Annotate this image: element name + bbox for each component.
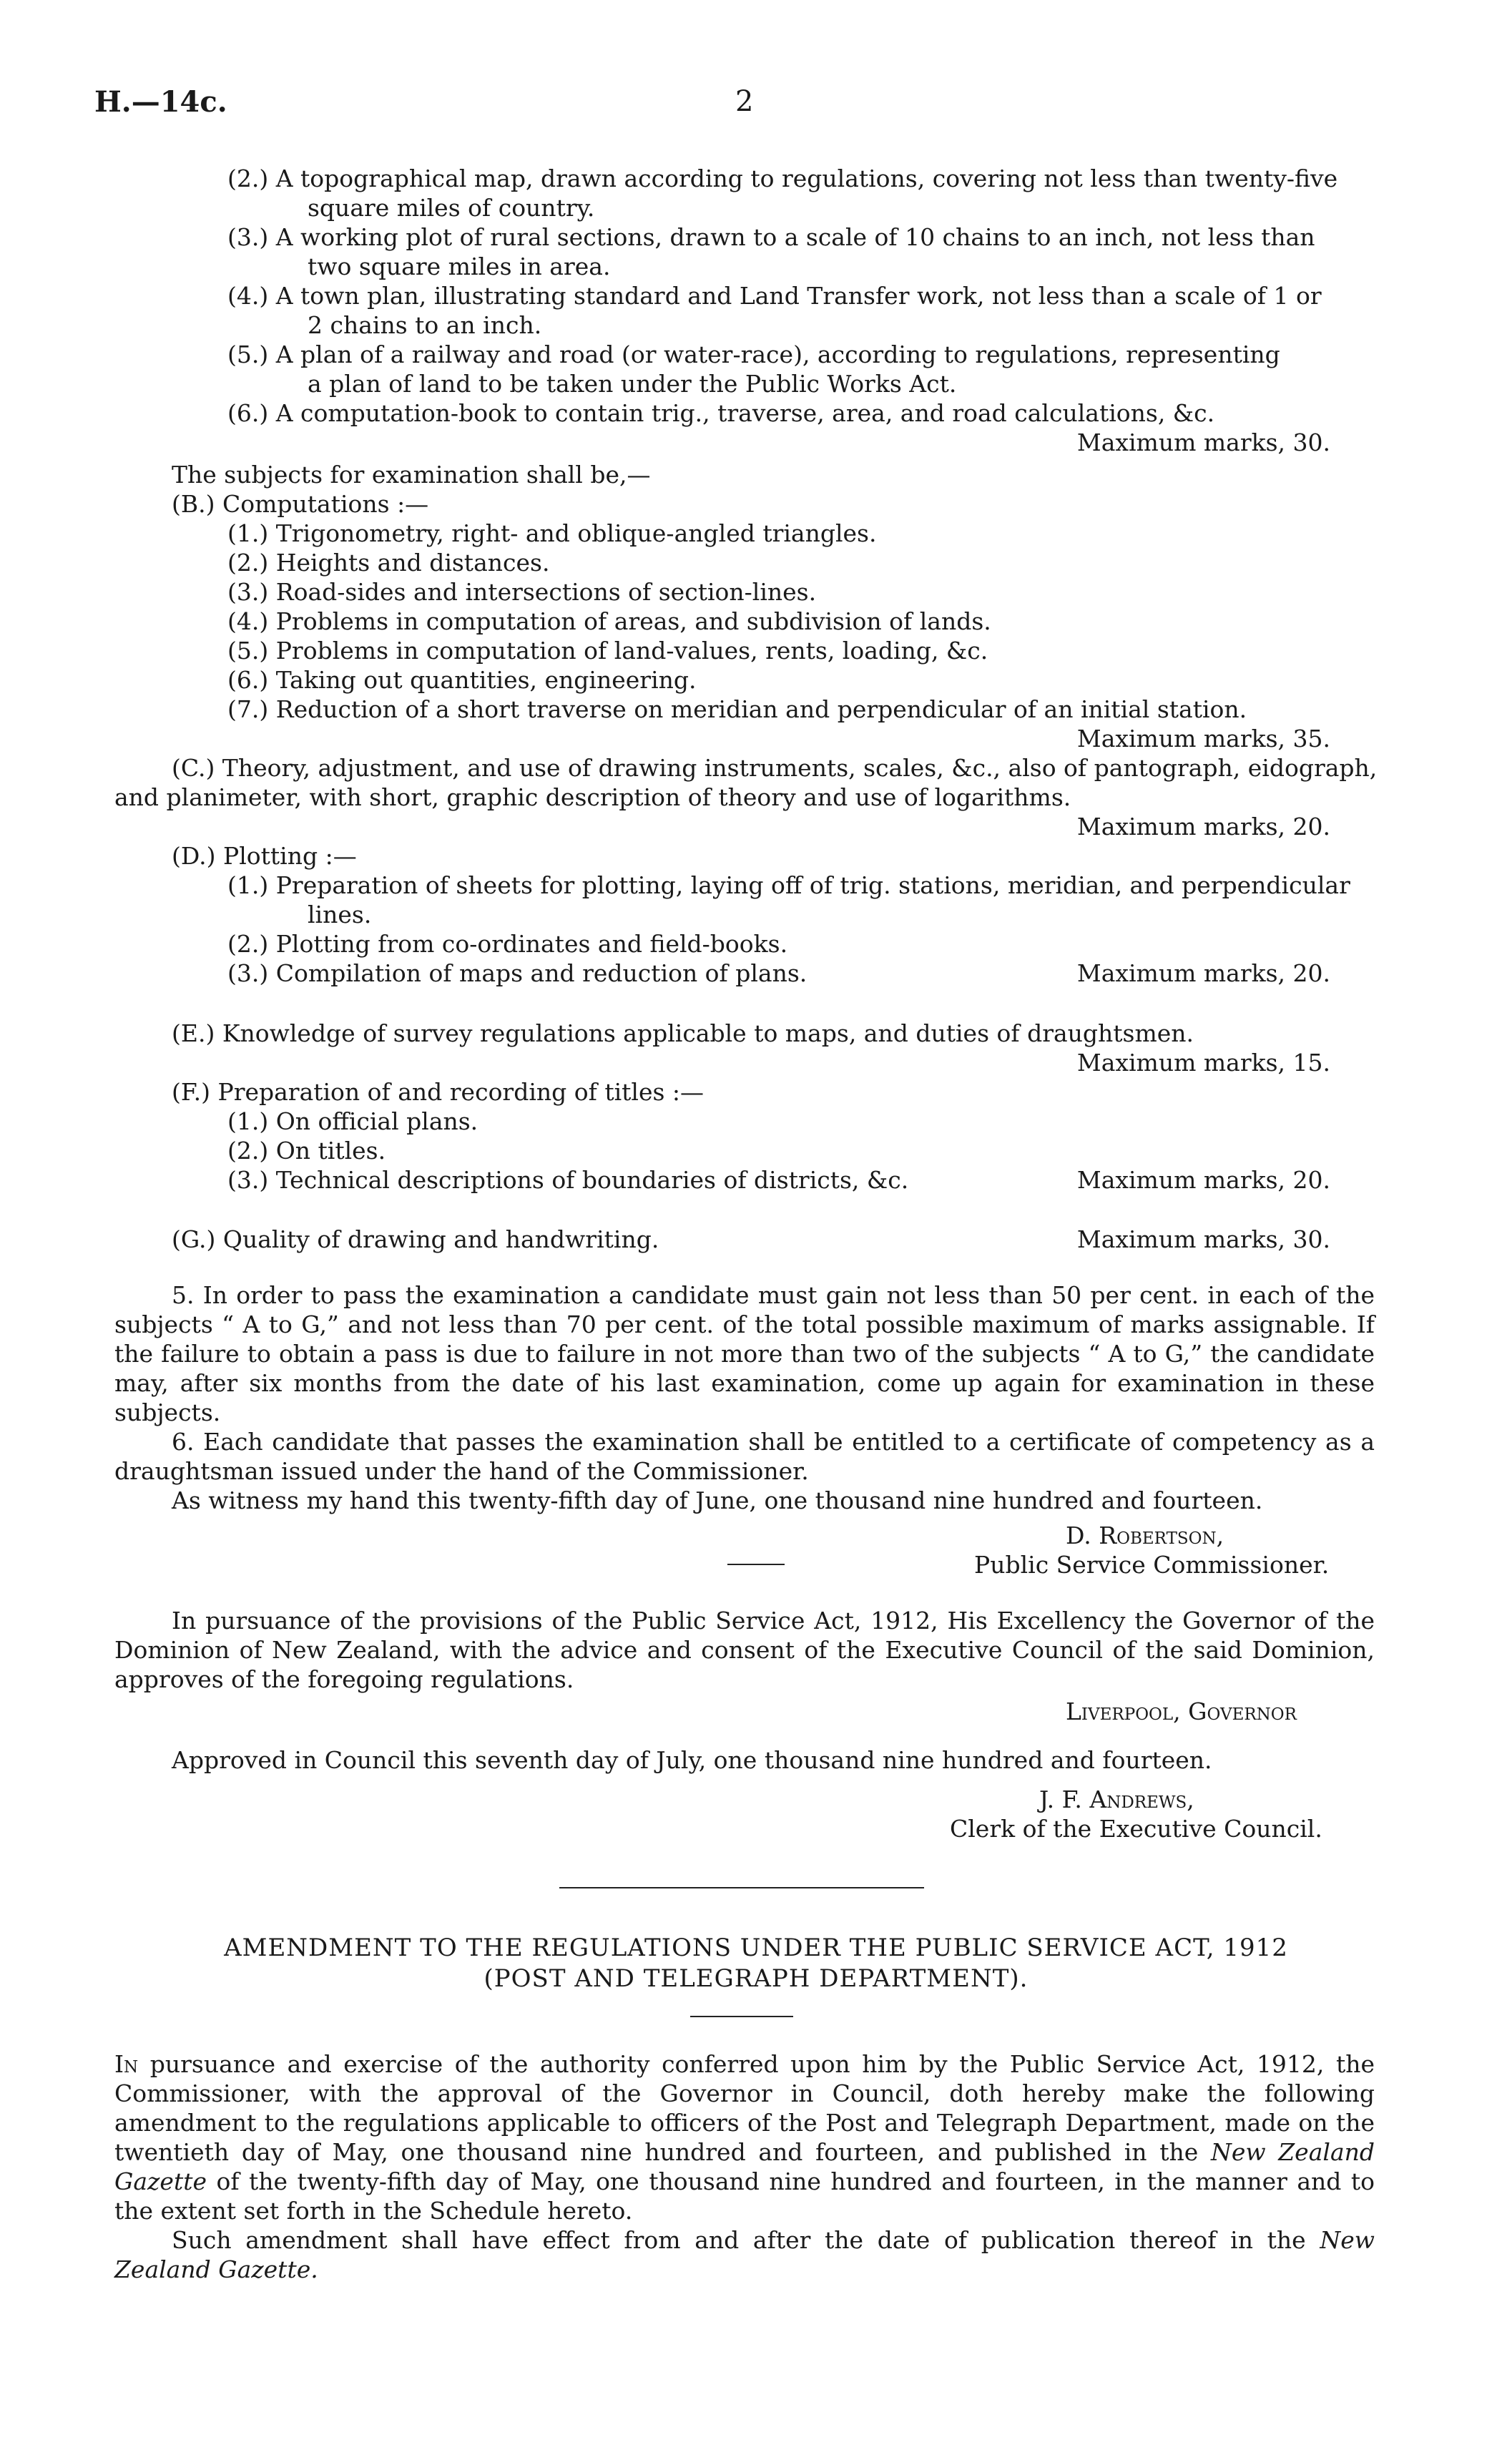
clause-5-text: 5. In order to pass the examination a candidate must gain not less than 50 per cent. in each of the subjects “ A to G,” and not less than 70 per cent. of the total possible maximum of marks assignable. If the failure to obtain a pass is due to failure in not more than two of the subjects “ A to G,” the candidate may, after six months from the date of his last examination, come up again for examination in these subjects.	[114, 1281, 1375, 1426]
subjects-intro: The subjects for examination shall be,—	[172, 461, 651, 489]
list-item: (3.) Compilation of maps and reduction of plans.	[227, 959, 807, 987]
doc-reference: H.—14c.	[94, 85, 227, 119]
clause-6-text: 6. Each candidate that passes the examination shall be entitled to a certificate of competency as a draughtsman issued under the hand of the Commissioner.	[114, 1428, 1375, 1485]
list-item-continuation: two square miles in area.	[308, 253, 611, 280]
section-text-continuation: and planimeter, with short, graphic description of theory and use of logarithms.	[114, 783, 1071, 811]
list-item: (1.) Trigonometry, right- and oblique-angled triangles.	[227, 519, 877, 547]
section-text: (G.) Quality of drawing and handwriting.	[172, 1225, 659, 1253]
section-heading: (D.) Plotting :—	[172, 842, 357, 870]
witness-line: As witness my hand this twenty-fifth day of June, one thousand nine hundred and fourteen.	[172, 1486, 1263, 1514]
governor-signature: Liverpool, Governor	[1066, 1697, 1297, 1725]
effect-text: Such amendment shall have effect from and after the date of publication thereof in the	[172, 2226, 1320, 2254]
gazette-reference: New Zealand Gazette.	[114, 2226, 1375, 2283]
max-marks: Maximum marks, 20.	[1076, 959, 1330, 987]
section-heading: (B.) Computations :—	[172, 490, 429, 518]
list-item: (2.) Plotting from co-ordinates and field-books.	[227, 930, 788, 958]
list-item: (2.) A topographical map, drawn according to regulations, covering not less than twenty-five	[227, 165, 1338, 192]
list-item-continuation: 2 chains to an inch.	[308, 311, 542, 339]
amendment-text-1: pursuance and exercise of the authority conferred upon him by the Public Service Act, 1912, the Commissioner, with the approval of the Governor in Council, doth hereby make the following amendment to the regulations applicable to officers of the Post and Telegraph Department, made on the twentieth day of May, one thousand nine hundred and fourteen, and published in the	[114, 2050, 1375, 2166]
list-item-continuation: a plan of land to be taken under the Public Works Act.	[308, 370, 957, 398]
amendment-title-line1: AMENDMENT TO THE REGULATIONS UNDER THE PUBLIC SERVICE ACT, 1912	[224, 1934, 1288, 1962]
list-item: (3.) Road-sides and intersections of section-lines.	[227, 578, 817, 606]
amendment-text-2: of the twenty-fifth day of May, one thousand nine hundred and fourteen, in the manner and to the extent set forth in the Schedule hereto.	[114, 2167, 1375, 2225]
approval-paragraph	[114, 1606, 1375, 1694]
effect-paragraph	[114, 2225, 1375, 2284]
list-item: (5.) Problems in computation of land-values, rents, loading, &c.	[227, 637, 988, 665]
clerk-title: Clerk of the Executive Council.	[950, 1815, 1322, 1843]
list-item: (1.) On official plans.	[227, 1107, 478, 1135]
council-approval: Approved in Council this seventh day of July, one thousand nine hundred and fourteen.	[172, 1746, 1212, 1774]
max-marks: Maximum marks, 20.	[1076, 813, 1330, 841]
section-divider	[559, 1887, 924, 1888]
max-marks: Maximum marks, 35.	[1076, 725, 1330, 753]
list-item: (4.) A town plan, illustrating standard and Land Transfer work, not less than a scale of 1 or	[227, 282, 1322, 310]
list-item: (6.) Taking out quantities, engineering.	[227, 666, 697, 694]
list-item: (3.) A working plot of rural sections, drawn to a scale of 10 chains to an inch, not less than	[227, 223, 1315, 251]
max-marks: Maximum marks, 20.	[1076, 1166, 1330, 1194]
list-item-continuation: square miles of country.	[308, 194, 595, 222]
clause-5	[114, 1280, 1375, 1427]
list-item: (6.) A computation-book to contain trig., traverse, area, and road calculations, &c.	[227, 399, 1215, 427]
short-rule	[727, 1564, 785, 1565]
section-heading: (F.) Preparation of and recording of titles :—	[172, 1078, 705, 1106]
section-text: (E.) Knowledge of survey regulations applicable to maps, and duties of draughtsmen.	[172, 1019, 1194, 1047]
clause-6	[114, 1427, 1375, 1486]
gazette-reference: New Zealand Gazette	[114, 2138, 1375, 2195]
list-item: (4.) Problems in computation of areas, and subdivision of lands.	[227, 607, 991, 635]
list-item: (3.) Technical descriptions of boundaries of districts, &c.	[227, 1166, 909, 1194]
approval-text: In pursuance of the provisions of the Public Service Act, 1912, His Excellency the Governor of the Dominion of New Zealand, with the advice and consent of the Executive Council of the said Dominion, approves of the foregoing regulations.	[114, 1607, 1375, 1693]
page-number: 2	[735, 85, 754, 118]
amendment-title-line2: (POST AND TELEGRAPH DEPARTMENT).	[483, 1964, 1029, 1993]
list-item: (1.) Preparation of sheets for plotting, laying off of trig. stations, meridian, and perpendicular	[227, 871, 1350, 899]
max-marks: Maximum marks, 15.	[1076, 1049, 1330, 1077]
title-underline	[690, 2016, 793, 2017]
commissioner-name: D. Robertson,	[1066, 1522, 1224, 1549]
section-text: (C.) Theory, adjustment, and use of drawing instruments, scales, &c., also of pantograph, eidograph,	[172, 754, 1378, 782]
commissioner-title: Public Service Commissioner.	[974, 1551, 1330, 1579]
max-marks: Maximum marks, 30.	[1076, 1225, 1330, 1253]
max-marks: Maximum marks, 30.	[1076, 428, 1330, 456]
list-item: (2.) Heights and distances.	[227, 549, 550, 577]
list-item: (5.) A plan of a railway and road (or water-race), according to regulations, representing	[227, 340, 1280, 368]
amendment-paragraph	[114, 2049, 1375, 2225]
list-item: (7.) Reduction of a short traverse on meridian and perpendicular of an initial station.	[227, 695, 1247, 723]
clerk-name: J. F. Andrews,	[1039, 1785, 1194, 1813]
paragraph-lead: In	[114, 2050, 139, 2078]
list-item: (2.) On titles.	[227, 1137, 386, 1165]
list-item-continuation: lines.	[308, 901, 372, 928]
